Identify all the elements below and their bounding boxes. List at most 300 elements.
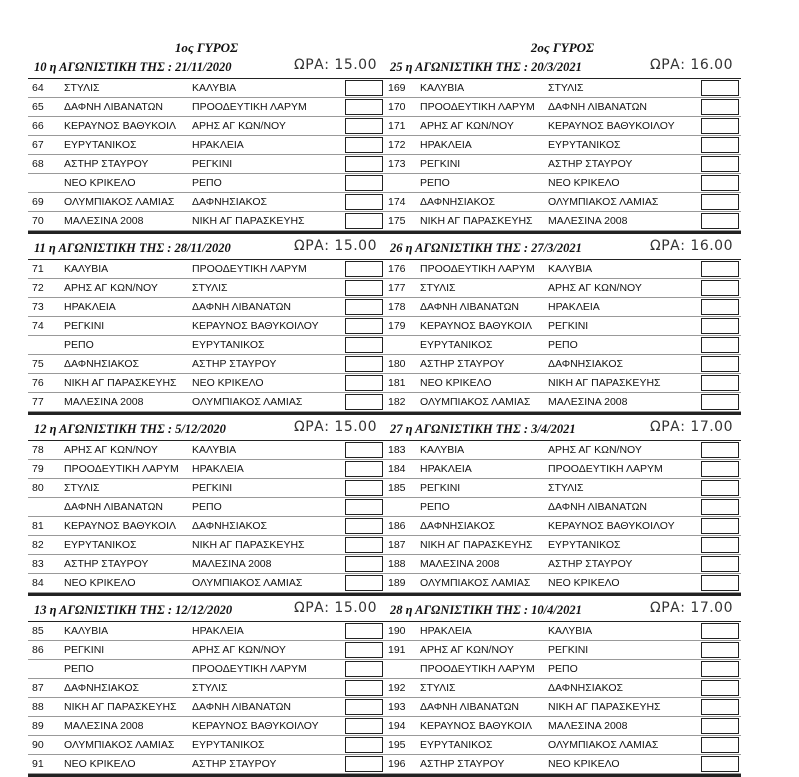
match-row: [28, 212, 385, 231]
home-team: ΟΛΥΜΠΙΑΚΟΣ ΛΑΜΙΑΣ: [64, 196, 175, 208]
home-team: ΝΙΚΗ ΑΓ ΠΑΡΑΣΚΕΥΗΣ: [64, 701, 177, 713]
score-box[interactable]: [701, 680, 739, 696]
match-row: [28, 622, 385, 641]
away-team: ΕΥΡΥΤΑΝΙΚΟΣ: [192, 339, 265, 351]
away-team: ΔΑΦΝΗ ΛΙΒΑΝΑΤΩΝ: [192, 301, 291, 313]
match-row: [384, 260, 741, 279]
match-number: 195: [388, 739, 406, 751]
score-box[interactable]: [701, 699, 739, 715]
away-team: ΠΡΟΟΔΕΥΤΙΚΗ ΛΑΡΥΜ: [192, 263, 307, 275]
away-team: ΟΛΥΜΠΙΑΚΟΣ ΛΑΜΙΑΣ: [548, 739, 659, 751]
away-team: ΗΡΑΚΛΕΙΑ: [192, 625, 244, 637]
match-number: 72: [32, 282, 44, 294]
section-divider: [384, 593, 741, 596]
away-team: ΑΡΗΣ ΑΓ ΚΩΝ/ΝΟΥ: [192, 120, 286, 132]
home-team: ΑΡΗΣ ΑΓ ΚΩΝ/ΝΟΥ: [420, 644, 514, 656]
match-row: [28, 679, 385, 698]
score-box[interactable]: [345, 442, 383, 458]
home-team: ΝΙΚΗ ΑΓ ΠΑΡΑΣΚΕΥΗΣ: [64, 377, 177, 389]
home-team: ΗΡΑΚΛΕΙΑ: [420, 463, 472, 475]
match-number: 182: [388, 396, 406, 408]
score-box[interactable]: [345, 156, 383, 172]
match-number: 171: [388, 120, 406, 132]
match-number: 191: [388, 644, 406, 656]
matchday-title: 12 η ΑΓΩΝΙΣΤΙΚΗ ΤΗΣ : 5/12/2020: [34, 422, 226, 436]
match-number: 174: [388, 196, 406, 208]
match-row: [28, 479, 385, 498]
home-team: ΚΑΛΥΒΙΑ: [420, 82, 465, 94]
away-team: ΡΕΓΚΙΝΙ: [192, 158, 233, 170]
section-divider: [384, 412, 741, 415]
score-box[interactable]: [345, 718, 383, 734]
matchday-title: 13 η ΑΓΩΝΙΣΤΙΚΗ ΤΗΣ : 12/12/2020: [34, 603, 233, 617]
away-team: ΔΑΦΝΗΣΙΑΚΟΣ: [192, 520, 268, 532]
away-team: ΡΕΠΟ: [548, 339, 578, 351]
matchday-header: [384, 56, 741, 79]
matchday-title: 10 η ΑΓΩΝΙΣΤΙΚΗ ΤΗΣ : 21/11/2020: [34, 60, 232, 74]
match-number: 181: [388, 377, 406, 389]
score-box[interactable]: [345, 261, 383, 277]
home-team: ΝΙΚΗ ΑΓ ΠΑΡΑΣΚΕΥΗΣ: [420, 539, 533, 551]
match-number: 67: [32, 139, 44, 151]
score-box[interactable]: [345, 99, 383, 115]
match-row: [28, 441, 385, 460]
matchday-title: 27 η ΑΓΩΝΙΣΤΙΚΗ ΤΗΣ : 3/4/2021: [390, 422, 576, 436]
home-team: ΜΑΛΕΣΙΝΑ 2008: [420, 558, 500, 570]
section-divider: [28, 412, 385, 415]
score-box[interactable]: [345, 699, 383, 715]
score-box[interactable]: [701, 80, 739, 96]
home-team: ΔΑΦΝΗ ΛΙΒΑΝΑΤΩΝ: [64, 101, 163, 113]
match-number: 70: [32, 215, 44, 227]
match-row: [384, 212, 741, 231]
match-number: 169: [388, 82, 406, 94]
home-team: ΜΑΛΕΣΙΝΑ 2008: [64, 396, 144, 408]
score-box[interactable]: [701, 137, 739, 153]
match-number: 194: [388, 720, 406, 732]
away-team: ΣΤΥΛΙΣ: [548, 82, 584, 94]
match-number: 75: [32, 358, 44, 370]
match-number: 177: [388, 282, 406, 294]
matchday-section: [28, 418, 385, 596]
match-row: [28, 317, 385, 336]
score-box[interactable]: [345, 480, 383, 496]
match-number: 185: [388, 482, 406, 494]
match-row: [384, 193, 741, 212]
kickoff-time-handwritten: ΩΡΑ: 16.00: [650, 238, 733, 254]
matchday-header: [28, 418, 385, 441]
away-team: ΑΡΗΣ ΑΓ ΚΩΝ/ΝΟΥ: [548, 444, 642, 456]
away-team: ΕΥΡΥΤΑΝΙΚΟΣ: [548, 539, 621, 551]
away-team: ΡΕΠΟ: [192, 501, 222, 513]
home-team: ΑΡΗΣ ΑΓ ΚΩΝ/ΝΟΥ: [64, 282, 158, 294]
match-row: [384, 317, 741, 336]
match-row: [28, 574, 385, 593]
match-row: [384, 660, 741, 679]
score-box[interactable]: [345, 518, 383, 534]
match-number: 89: [32, 720, 44, 732]
match-row: [28, 260, 385, 279]
match-number: 196: [388, 758, 406, 770]
score-box[interactable]: [345, 318, 383, 334]
match-number: 79: [32, 463, 44, 475]
score-box[interactable]: [345, 299, 383, 315]
home-team: ΔΑΦΝΗΣΙΑΚΟΣ: [64, 358, 140, 370]
score-box[interactable]: [345, 642, 383, 658]
away-team: ΣΤΥΛΙΣ: [192, 682, 228, 694]
score-box[interactable]: [345, 499, 383, 515]
score-box[interactable]: [701, 623, 739, 639]
score-box[interactable]: [345, 661, 383, 677]
match-row: [28, 98, 385, 117]
away-team: ΔΑΦΝΗΣΙΑΚΟΣ: [192, 196, 268, 208]
away-team: ΗΡΑΚΛΕΙΑ: [548, 301, 600, 313]
away-team: ΑΣΤΗΡ ΣΤΑΥΡΟΥ: [548, 558, 633, 570]
match-number: 73: [32, 301, 44, 313]
away-team: ΕΥΡΥΤΑΝΙΚΟΣ: [192, 739, 265, 751]
away-team: ΗΡΑΚΛΕΙΑ: [192, 139, 244, 151]
match-number: 71: [32, 263, 44, 275]
home-team: ΝΕΟ ΚΡΙΚΕΛΟ: [64, 758, 136, 770]
home-team: ΔΑΦΝΗΣΙΑΚΟΣ: [420, 520, 496, 532]
score-box[interactable]: [345, 137, 383, 153]
matchday-title: 26 η ΑΓΩΝΙΣΤΙΚΗ ΤΗΣ : 27/3/2021: [390, 241, 582, 255]
score-box[interactable]: [701, 194, 739, 210]
kickoff-time-handwritten: ΩΡΑ: 15.00: [294, 600, 377, 616]
match-row: [28, 193, 385, 212]
match-row: [384, 717, 741, 736]
home-team: ΡΕΓΚΙΝΙ: [420, 158, 461, 170]
home-team: ΑΡΗΣ ΑΓ ΚΩΝ/ΝΟΥ: [420, 120, 514, 132]
away-team: ΚΕΡΑΥΝΟΣ ΒΑΘΥΚΟΙΛΟΥ: [548, 120, 675, 132]
match-number: 74: [32, 320, 44, 332]
match-row: [384, 622, 741, 641]
matchday-section: [28, 599, 385, 777]
score-box[interactable]: [701, 280, 739, 296]
away-team: ΔΑΦΝΗ ΛΙΒΑΝΑΤΩΝ: [548, 501, 647, 513]
match-number: 64: [32, 82, 44, 94]
match-number: 180: [388, 358, 406, 370]
score-box[interactable]: [345, 756, 383, 772]
away-team: ΝΕΟ ΚΡΙΚΕΛΟ: [192, 377, 264, 389]
home-team: ΡΕΠΟ: [64, 339, 94, 351]
score-box[interactable]: [701, 318, 739, 334]
away-team: ΚΕΡΑΥΝΟΣ ΒΑΘΥΚΟΙΛΟΥ: [192, 720, 319, 732]
away-team: ΡΕΓΚΙΝΙ: [548, 320, 589, 332]
matchday-header: [384, 418, 741, 441]
match-number: 175: [388, 215, 406, 227]
score-box[interactable]: [701, 442, 739, 458]
match-row: [28, 279, 385, 298]
score-box[interactable]: [701, 213, 739, 229]
home-team: ΕΥΡΥΤΑΝΙΚΟΣ: [420, 339, 493, 351]
match-row: [28, 298, 385, 317]
match-number: 66: [32, 120, 44, 132]
match-row: [384, 498, 741, 517]
match-number: 80: [32, 482, 44, 494]
away-team: ΟΛΥΜΠΙΑΚΟΣ ΛΑΜΙΑΣ: [192, 577, 303, 589]
match-number: 65: [32, 101, 44, 113]
match-row: [28, 717, 385, 736]
score-box[interactable]: [345, 194, 383, 210]
score-box[interactable]: [701, 480, 739, 496]
score-box[interactable]: [345, 337, 383, 353]
score-box[interactable]: [701, 718, 739, 734]
score-box[interactable]: [701, 518, 739, 534]
kickoff-time-handwritten: ΩΡΑ: 15.00: [294, 238, 377, 254]
score-box[interactable]: [701, 156, 739, 172]
away-team: ΝΙΚΗ ΑΓ ΠΑΡΑΣΚΕΥΗΣ: [548, 701, 661, 713]
match-number: 88: [32, 701, 44, 713]
home-team: ΔΑΦΝΗ ΛΙΒΑΝΑΤΩΝ: [420, 301, 519, 313]
match-row: [384, 136, 741, 155]
home-team: ΑΣΤΗΡ ΣΤΑΥΡΟΥ: [64, 558, 149, 570]
match-row: [28, 117, 385, 136]
match-number: 188: [388, 558, 406, 570]
home-team: ΗΡΑΚΛΕΙΑ: [420, 139, 472, 151]
score-box[interactable]: [701, 661, 739, 677]
home-team: ΚΕΡΑΥΝΟΣ ΒΑΘΥΚΟΙΛ: [420, 320, 533, 332]
match-number: 77: [32, 396, 44, 408]
section-divider: [28, 231, 385, 234]
home-team: ΚΑΛΥΒΙΑ: [64, 263, 109, 275]
away-team: ΚΕΡΑΥΝΟΣ ΒΑΘΥΚΟΙΛΟΥ: [548, 520, 675, 532]
away-team: ΣΤΥΛΙΣ: [192, 282, 228, 294]
match-number: 190: [388, 625, 406, 637]
home-team: ΡΕΠΟ: [64, 663, 94, 675]
score-box[interactable]: [345, 680, 383, 696]
home-team: ΡΕΠΟ: [420, 501, 450, 513]
match-number: 179: [388, 320, 406, 332]
away-team: ΝΕΟ ΚΡΙΚΕΛΟ: [548, 177, 620, 189]
home-team: ΗΡΑΚΛΕΙΑ: [420, 625, 472, 637]
match-number: 192: [388, 682, 406, 694]
score-box[interactable]: [345, 175, 383, 191]
score-box[interactable]: [345, 375, 383, 391]
match-row: [384, 174, 741, 193]
score-box[interactable]: [701, 499, 739, 515]
away-team: ΕΥΡΥΤΑΝΙΚΟΣ: [548, 139, 621, 151]
home-team: ΣΤΥΛΙΣ: [420, 282, 456, 294]
score-box[interactable]: [701, 261, 739, 277]
away-team: ΔΑΦΝΗ ΛΙΒΑΝΑΤΩΝ: [548, 101, 647, 113]
away-team: ΝΕΟ ΚΡΙΚΕΛΟ: [548, 577, 620, 589]
home-team: ΚΕΡΑΥΝΟΣ ΒΑΘΥΚΟΙΛ: [420, 720, 533, 732]
match-row: [384, 555, 741, 574]
match-row: [28, 555, 385, 574]
away-team: ΑΣΤΗΡ ΣΤΑΥΡΟΥ: [548, 158, 633, 170]
home-team: ΠΡΟΟΔΕΥΤΙΚΗ ΛΑΡΥΜ: [64, 463, 179, 475]
away-team: ΡΕΓΚΙΝΙ: [192, 482, 233, 494]
match-number: 78: [32, 444, 44, 456]
match-number: 83: [32, 558, 44, 570]
match-row: [28, 498, 385, 517]
match-row: [384, 298, 741, 317]
score-box[interactable]: [345, 280, 383, 296]
away-team: ΝΙΚΗ ΑΓ ΠΑΡΑΣΚΕΥΗΣ: [192, 215, 305, 227]
home-team: ΠΡΟΟΔΕΥΤΙΚΗ ΛΑΡΥΜ: [420, 663, 535, 675]
away-team: ΚΑΛΥΒΙΑ: [192, 82, 237, 94]
home-team: ΗΡΑΚΛΕΙΑ: [64, 301, 116, 313]
away-team: ΠΡΟΟΔΕΥΤΙΚΗ ΛΑΡΥΜ: [192, 101, 307, 113]
match-number: 84: [32, 577, 44, 589]
match-row: [28, 698, 385, 717]
matchday-header: [28, 237, 385, 260]
away-team: ΡΕΓΚΙΝΙ: [548, 644, 589, 656]
match-row: [28, 755, 385, 774]
away-team: ΜΑΛΕΣΙΝΑ 2008: [548, 396, 628, 408]
home-team: ΟΛΥΜΠΙΑΚΟΣ ΛΑΜΙΑΣ: [420, 396, 531, 408]
away-team: ΜΑΛΕΣΙΝΑ 2008: [548, 720, 628, 732]
away-team: ΟΛΥΜΠΙΑΚΟΣ ΛΑΜΙΑΣ: [192, 396, 303, 408]
away-team: ΠΡΟΟΔΕΥΤΙΚΗ ΛΑΡΥΜ: [548, 463, 663, 475]
score-box[interactable]: [701, 642, 739, 658]
score-box[interactable]: [701, 175, 739, 191]
kickoff-time-handwritten: ΩΡΑ: 15.00: [294, 57, 377, 73]
home-team: ΡΕΓΚΙΝΙ: [64, 320, 105, 332]
score-box[interactable]: [701, 556, 739, 572]
home-team: ΠΡΟΟΔΕΥΤΙΚΗ ΛΑΡΥΜ: [420, 263, 535, 275]
match-row: [384, 641, 741, 660]
home-team: ΕΥΡΥΤΑΝΙΚΟΣ: [64, 139, 137, 151]
matchday-title: 11 η ΑΓΩΝΙΣΤΙΚΗ ΤΗΣ : 28/11/2020: [34, 241, 231, 255]
away-team: ΚΑΛΥΒΙΑ: [548, 263, 593, 275]
score-box[interactable]: [701, 299, 739, 315]
match-row: [384, 355, 741, 374]
kickoff-time-handwritten: ΩΡΑ: 16.00: [650, 57, 733, 73]
home-team: ΔΑΦΝΗΣΙΑΚΟΣ: [64, 682, 140, 694]
away-team: ΝΕΟ ΚΡΙΚΕΛΟ: [548, 758, 620, 770]
matchday-section: [384, 418, 741, 596]
home-team: ΟΛΥΜΠΙΑΚΟΣ ΛΑΜΙΑΣ: [64, 739, 175, 751]
score-box[interactable]: [701, 756, 739, 772]
score-box[interactable]: [345, 575, 383, 591]
match-row: [384, 517, 741, 536]
matchday-header: [384, 237, 741, 260]
kickoff-time-handwritten: ΩΡΑ: 15.00: [294, 419, 377, 435]
home-team: ΝΕΟ ΚΡΙΚΕΛΟ: [420, 377, 492, 389]
section-divider: [28, 593, 385, 596]
home-team: ΑΣΤΗΡ ΣΤΑΥΡΟΥ: [64, 158, 149, 170]
home-team: ΡΕΠΟ: [420, 177, 450, 189]
away-team: ΚΕΡΑΥΝΟΣ ΒΑΘΥΚΟΙΛΟΥ: [192, 320, 319, 332]
match-row: [384, 441, 741, 460]
away-team: ΡΕΠΟ: [548, 663, 578, 675]
match-number: 172: [388, 139, 406, 151]
match-number: 86: [32, 644, 44, 656]
match-row: [384, 574, 741, 593]
score-box[interactable]: [701, 356, 739, 372]
match-number: 91: [32, 758, 44, 770]
score-box[interactable]: [345, 80, 383, 96]
matchday-section: [28, 237, 385, 415]
match-row: [28, 136, 385, 155]
match-row: [384, 536, 741, 555]
matchday-section: [384, 237, 741, 415]
score-box[interactable]: [701, 537, 739, 553]
home-team: ΕΥΡΥΤΑΝΙΚΟΣ: [64, 539, 137, 551]
score-box[interactable]: [345, 737, 383, 753]
home-team: ΡΕΓΚΙΝΙ: [64, 644, 105, 656]
score-box[interactable]: [345, 556, 383, 572]
match-number: 69: [32, 196, 44, 208]
home-team: ΑΣΤΗΡ ΣΤΑΥΡΟΥ: [420, 358, 505, 370]
home-team: ΚΕΡΑΥΝΟΣ ΒΑΘΥΚΟΙΛ: [64, 120, 177, 132]
away-team: ΔΑΦΝΗΣΙΑΚΟΣ: [548, 682, 624, 694]
score-box[interactable]: [345, 537, 383, 553]
round-1-title: 1ος ΓΥΡΟΣ: [174, 40, 239, 55]
match-number: 193: [388, 701, 406, 713]
away-team: ΑΣΤΗΡ ΣΤΑΥΡΟΥ: [192, 358, 277, 370]
home-team: ΠΡΟΟΔΕΥΤΙΚΗ ΛΑΡΥΜ: [420, 101, 535, 113]
score-box[interactable]: [701, 337, 739, 353]
match-row: [384, 336, 741, 355]
score-box[interactable]: [701, 461, 739, 477]
home-team: ΕΥΡΥΤΑΝΙΚΟΣ: [420, 739, 493, 751]
match-row: [384, 479, 741, 498]
home-team: ΚΕΡΑΥΝΟΣ ΒΑΘΥΚΟΙΛ: [64, 520, 177, 532]
score-box[interactable]: [701, 99, 739, 115]
score-box[interactable]: [701, 575, 739, 591]
match-row: [28, 517, 385, 536]
match-number: 76: [32, 377, 44, 389]
score-box[interactable]: [345, 118, 383, 134]
away-team: ΣΤΥΛΙΣ: [548, 482, 584, 494]
away-team: ΜΑΛΕΣΙΝΑ 2008: [192, 558, 272, 570]
match-number: 184: [388, 463, 406, 475]
match-row: [28, 460, 385, 479]
score-box[interactable]: [701, 375, 739, 391]
score-box[interactable]: [701, 737, 739, 753]
score-box[interactable]: [345, 213, 383, 229]
home-team: ΔΑΦΝΗ ΛΙΒΑΝΑΤΩΝ: [64, 501, 163, 513]
match-number: 87: [32, 682, 44, 694]
away-team: ΔΑΦΝΗΣΙΑΚΟΣ: [548, 358, 624, 370]
home-team: ΚΑΛΥΒΙΑ: [420, 444, 465, 456]
score-box[interactable]: [345, 356, 383, 372]
match-row: [384, 755, 741, 774]
match-number: 187: [388, 539, 406, 551]
match-row: [28, 79, 385, 98]
kickoff-time-handwritten: ΩΡΑ: 17.00: [650, 419, 733, 435]
matchday-header: [28, 56, 385, 79]
match-row: [28, 641, 385, 660]
match-row: [384, 279, 741, 298]
match-row: [28, 736, 385, 755]
match-row: [384, 98, 741, 117]
score-box[interactable]: [701, 394, 739, 410]
home-team: ΣΤΥΛΙΣ: [420, 682, 456, 694]
matchday-title: 28 η ΑΓΩΝΙΣΤΙΚΗ ΤΗΣ : 10/4/2021: [390, 603, 582, 617]
away-team: ΝΙΚΗ ΑΓ ΠΑΡΑΣΚΕΥΗΣ: [192, 539, 305, 551]
away-team: ΚΑΛΥΒΙΑ: [548, 625, 593, 637]
score-box[interactable]: [345, 623, 383, 639]
home-team: ΑΣΤΗΡ ΣΤΑΥΡΟΥ: [420, 758, 505, 770]
score-box[interactable]: [345, 394, 383, 410]
away-team: ΗΡΑΚΛΕΙΑ: [192, 463, 244, 475]
away-team: ΑΣΤΗΡ ΣΤΑΥΡΟΥ: [192, 758, 277, 770]
home-team: ΣΤΥΛΙΣ: [64, 82, 100, 94]
match-row: [384, 460, 741, 479]
match-number: 178: [388, 301, 406, 313]
match-number: 68: [32, 158, 44, 170]
away-team: ΑΡΗΣ ΑΓ ΚΩΝ/ΝΟΥ: [548, 282, 642, 294]
match-row: [28, 374, 385, 393]
score-box[interactable]: [701, 118, 739, 134]
home-team: ΑΡΗΣ ΑΓ ΚΩΝ/ΝΟΥ: [64, 444, 158, 456]
home-team: ΝΕΟ ΚΡΙΚΕΛΟ: [64, 177, 136, 189]
score-box[interactable]: [345, 461, 383, 477]
